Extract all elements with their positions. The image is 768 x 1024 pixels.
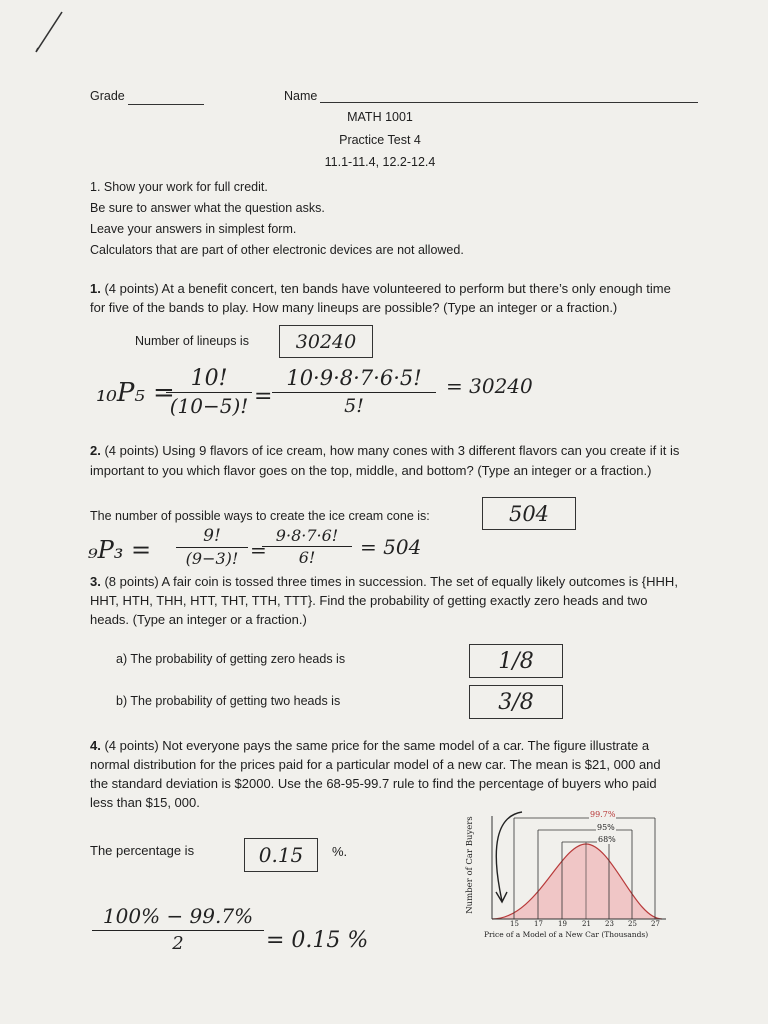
q1-result: = 30240 — [446, 374, 533, 398]
band-label-68: 68% — [598, 835, 616, 844]
name-blank[interactable] — [320, 102, 698, 103]
normal-curve-chart — [462, 806, 672, 928]
q3a-answer: 1/8 — [498, 648, 534, 674]
x-tick: 17 — [534, 920, 543, 928]
q1-frac1-den: (10−5)! — [169, 394, 249, 418]
q4-answer-box[interactable] — [244, 838, 318, 872]
instruction-line: Calculators that are part of other electronic devices are not allowed. — [90, 243, 464, 257]
q4-unit: %. — [332, 844, 348, 859]
band-label-95: 95% — [597, 823, 615, 832]
q2-lhs: ₉P₃ = — [88, 536, 152, 564]
q1-frac1 — [166, 366, 252, 418]
instructions — [90, 177, 464, 261]
y-axis-label: Number of Car Buyers — [465, 816, 475, 914]
q3b-answer: 3/8 — [498, 689, 534, 715]
x-axis-label: Price of a Model of a New Car (Thousands) — [484, 930, 649, 939]
q4-answer-label: The percentage is — [90, 843, 195, 858]
q3-body: (8 points) A fair coin is tossed three times in succession. The set of equally likely outcomes is {HHH, HHT, HTH, THH, HTT, THT, TTH, TTT}. Find the probability of getting exactly zero heads and two heads. (Type an integer or a fraction.) — [90, 574, 678, 627]
q4-work-den: 2 — [172, 933, 184, 954]
q2-answer-label: The number of possible ways to create the ice cream cone is: — [90, 509, 430, 523]
q2-eq: = — [250, 538, 267, 562]
q2-answer: 504 — [508, 501, 550, 526]
q1-answer: 30240 — [295, 330, 357, 353]
x-tick: 21 — [582, 920, 591, 928]
q3b-answer-box[interactable] — [469, 685, 563, 719]
q2-body: (4 points) Using 9 flavors of ice cream, how many cones with 3 different flavors can you create if it is important to you which flavor goes on the top, middle, and bottom? (Type an integer or a fraction.) — [90, 443, 680, 478]
x-tick: 27 — [651, 920, 660, 928]
grade-blank[interactable] — [128, 104, 204, 105]
q1-frac1-num: 10! — [190, 366, 228, 391]
q4-body: (4 points) Not everyone pays the same price for the same model of a car. The figure illustrate a normal distribution for the prices paid for a particular model of a new car. The mean is $21, 000 and the standard deviation is $2000. Use the 68-95-99.7 rule to find the percentage of buyers who paid less than $15, 000. — [90, 738, 661, 810]
q4-work-num: 100% − 99.7% — [102, 904, 254, 928]
q1-number: 1. — [90, 281, 101, 296]
band-label-997: 99.7% — [590, 810, 616, 819]
q4-text — [90, 736, 675, 812]
q1-answer-label: Number of lineups is — [135, 334, 249, 348]
pen-mark — [28, 8, 68, 58]
q3b-label: b) The probability of getting two heads is — [116, 694, 341, 708]
q2-frac2 — [262, 526, 352, 567]
q1-eq: = — [254, 384, 273, 409]
instruction-line: 1. Show your work for full credit. — [90, 180, 268, 194]
test-title: Practice Test 4 — [339, 133, 421, 147]
q1-body: (4 points) At a benefit concert, ten bands have volunteered to perform but there’s only enough time for five of the bands to play. How many lineups are possible? (Type an integer or a fraction.) — [90, 281, 671, 315]
q2-frac1 — [176, 526, 248, 568]
q2-result: = 504 — [360, 535, 422, 559]
q1-text — [90, 279, 680, 317]
instruction-line: Be sure to answer what the question asks. — [90, 201, 325, 215]
q1-frac2-num: 10·9·8·7·6·5! — [286, 366, 422, 390]
q4-number: 4. — [90, 738, 101, 753]
q3a-answer-box[interactable] — [469, 644, 563, 678]
q1-frac2 — [272, 366, 436, 417]
q3-number: 3. — [90, 574, 101, 589]
q1-frac2-den: 5! — [344, 395, 364, 417]
q1-answer-box[interactable] — [279, 325, 373, 358]
q2-frac1-den: (9−3)! — [185, 549, 239, 568]
x-tick: 25 — [628, 920, 637, 928]
q2-frac2-num: 9·8·7·6! — [275, 526, 339, 545]
course-title: MATH 1001 — [347, 110, 413, 124]
q2-number: 2. — [90, 443, 101, 458]
q2-frac2-den: 6! — [298, 548, 316, 567]
x-tick: 15 — [510, 920, 519, 928]
q2-frac1-num: 9! — [203, 526, 221, 546]
q1-lhs: ₁₀P₅ = — [96, 378, 175, 408]
sections: 11.1-11.4, 12.2-12.4 — [324, 155, 436, 169]
q3-text — [90, 572, 680, 629]
q2-answer-box[interactable] — [482, 497, 576, 530]
grade-label: Grade — [90, 89, 125, 103]
shaded-area — [492, 844, 662, 919]
q3a-label: a) The probability of getting zero heads is — [116, 652, 346, 666]
x-tick: 23 — [605, 920, 614, 928]
q2-text — [90, 441, 708, 481]
q4-frac — [92, 904, 264, 954]
handwritten-arrow — [496, 812, 522, 901]
x-tick: 19 — [558, 920, 567, 928]
name-label: Name — [284, 89, 318, 103]
q4-work-result: = 0.15 % — [266, 928, 369, 953]
q4-answer: 0.15 — [258, 843, 304, 867]
instruction-line: Leave your answers in simplest form. — [90, 222, 297, 236]
